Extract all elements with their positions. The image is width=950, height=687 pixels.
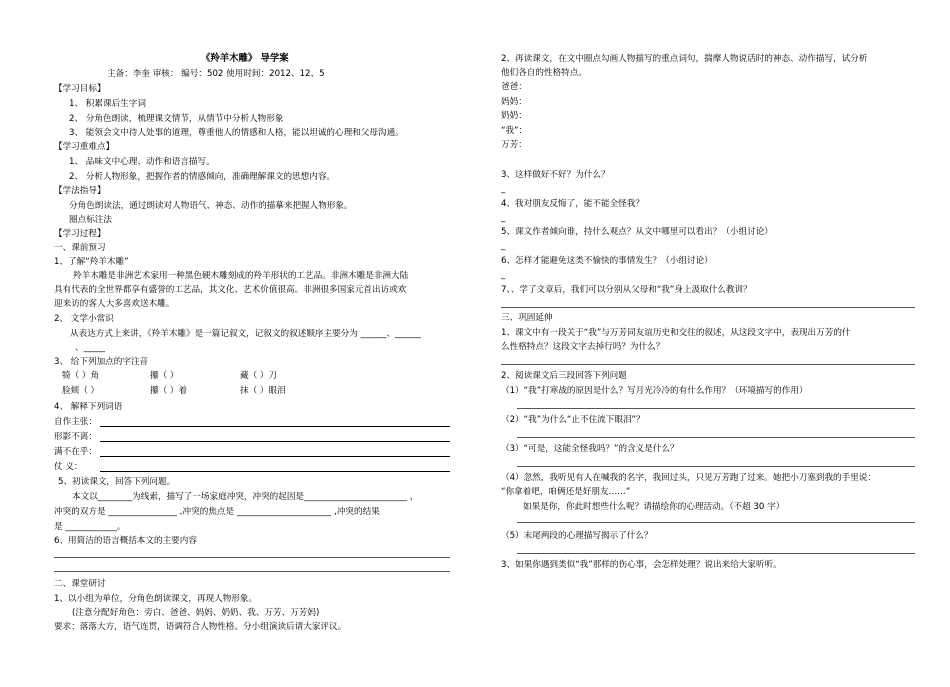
answer-line	[517, 522, 915, 523]
question: 1、课文中有一段关于“我”与万芳同友谊历史和交往的叙述，从这段文字中，表现出万芳的什	[501, 328, 851, 338]
answer-line	[517, 553, 915, 554]
note: 要求：落落大方，语气连贯，语调符合人物性格。分小组演读后请大家评议。	[54, 622, 347, 632]
question: 1、了解“羚羊木雕”	[54, 257, 129, 267]
sub-question: “你拿着吧，咱俩还是好朋友……”	[501, 487, 631, 497]
blank-mark: _	[501, 241, 506, 251]
answer-line	[501, 364, 915, 365]
pinyin-item: 藏（ ）刀	[240, 371, 278, 381]
character-label: 万芳：	[501, 140, 527, 150]
character-label: 妈妈：	[501, 97, 527, 107]
fill-blank-text: 是 ____________。	[54, 522, 126, 532]
pinyin-item: 攥（ ）	[150, 371, 179, 381]
answer-line	[54, 557, 450, 558]
sub-question: （4）忽然，我听见有人在喊我的名字，我回过头，只见万芳跑了过来。她把小刀塞到我的手里说：	[501, 473, 877, 483]
pinyin-item: 抹（ ）眼泪	[240, 386, 286, 396]
blank-mark: _	[501, 270, 506, 280]
answer-line	[100, 456, 450, 457]
pinyin-item: 犄（ ）角	[62, 371, 100, 381]
question: 3、如果你遇到类似“我”那样的伤心事，会怎样处理？说出来给大家听听。	[501, 560, 782, 570]
answer-line	[54, 571, 450, 572]
paragraph: 具有代表的全世界都享有盛誉的工艺品，其文化、艺术价值很高。非洲很多国家元首出访或欢	[54, 285, 407, 295]
question: 2、 文学小常识	[54, 314, 114, 324]
key-point-item: 2、 分析人物形象，把握作者的情感倾向，准确理解课文的思想内容。	[69, 172, 336, 182]
paragraph: 迎来访的客人大多喜欢送木雕。	[54, 299, 175, 309]
method-heading: 【学法指导】	[54, 186, 106, 196]
key-points-heading: 【学习重难点】	[54, 142, 115, 152]
question: 3、这样做好不好？为什么？	[501, 170, 610, 180]
sub-question: （2）“我”为什么“止不住流下眼泪”？	[501, 415, 645, 425]
goal-item: 1、 积累课后生字词	[69, 99, 146, 109]
sub-question: （1）“我”打寒战的原因是什么？写月光冷冷的有什么作用？（环境描写的作用）	[501, 386, 808, 396]
question: 他们各自的性格特点。	[501, 68, 587, 78]
sub-question: （3）“可是，这能全怪我吗？”的含义是什么？	[501, 444, 679, 454]
sub-question: 如果是你，你此时想些什么呢？请描绘你的心理活动。（不超 30 字）	[523, 502, 785, 512]
blank-mark: _	[501, 213, 506, 223]
goal-item: 3、 能领会文中待人处事的道理，尊重他人的情感和人格，能以坦诚的心理和父母沟通。	[69, 128, 404, 138]
note: (注意分配好角色：旁白、爸爸、妈妈、奶奶、我、万芳、万芳妈)	[72, 608, 320, 618]
fill-blank-text: 从表达方式上来讲，《羚羊木雕》是一篇记叙文，记叙文的叙述顺序主要分为 ______、______	[70, 329, 421, 339]
question: 5、初读课文，回答下列问题。	[58, 477, 176, 487]
question: 4、 解释下列词语	[54, 402, 123, 412]
question: 2、再读课文，在文中圈点勾画人物描写的重点词句，揣摩人物说话时的神态、动作描写，试分析	[501, 54, 868, 64]
question: 5、课文作者倾向谁，持什么观点？从文中哪里可以看出？（小组讨论）	[501, 227, 773, 237]
answer-line	[517, 466, 915, 467]
document-title: 《羚羊木雕》 导学案	[201, 53, 289, 64]
question: 么性格特点？这段文字去掉行吗？为什么？	[501, 342, 665, 352]
word-label: 满不在乎：	[54, 447, 97, 457]
paragraph: 羚羊木雕是非洲艺术家用一种黑色硬木雕刻成的羚羊形状的工艺品。非洲木雕是非洲大陆	[73, 271, 409, 281]
goal-item: 2、 分角色朗读，梳理课文情节，从情节中分析人物形象	[69, 114, 284, 124]
question: 6、怎样才能避免这类不愉快的事情发生？（小组讨论）	[501, 256, 713, 266]
question: 6、用简洁的语言概括本文的主要内容	[54, 536, 197, 546]
method-item: 圈点标注法	[69, 215, 112, 225]
question: 2、阅读课文后三段回答下列问题	[501, 371, 627, 381]
answer-line	[517, 437, 915, 438]
right-column	[475, 0, 950, 687]
word-label: 仗 义：	[54, 462, 83, 472]
answer-line	[100, 471, 450, 472]
author-info: 主备：李奎 审核： 编号：502 使用时间：2012、12、5	[107, 69, 325, 79]
answer-line	[100, 441, 450, 442]
sub-question: （5）末尾两段的心理描写揭示了什么？	[501, 531, 653, 541]
blank-mark: _	[501, 184, 506, 194]
character-label: “我”：	[501, 126, 528, 136]
word-label: 自作主张：	[54, 417, 97, 427]
fill-blank-text: 冲突的双方是 ________________ ,冲突的焦点是 ______________________ ,冲突的结果	[54, 507, 380, 517]
question: 7、、学了文章后，我们可以分别从父母和“我”身上汲取什么教训？	[501, 285, 752, 295]
section-heading: 二、课堂研讨	[54, 579, 106, 589]
fill-blank-text: 、_____	[75, 343, 106, 353]
answer-line	[517, 408, 915, 409]
pinyin-item: 攥（ ）着	[150, 386, 188, 396]
pinyin-item: 脸颊（ ）	[62, 386, 100, 396]
method-item: 分角色朗读法，通过朗读对人物语气、神态、动作的描摹来把握人物形象。	[69, 201, 353, 211]
key-point-item: 1、 品味文中心理、动作和语言描写。	[69, 157, 215, 167]
section-heading: 一、课前预习	[54, 243, 106, 253]
answer-line	[100, 426, 450, 427]
question: 4、我对朋友反悔了，能不能全怪我？	[501, 199, 644, 209]
process-heading: 【学习过程】	[54, 229, 106, 239]
question: 3、 给下列加点的字注音	[54, 357, 149, 367]
character-label: 爸爸：	[501, 82, 527, 92]
word-label: 形影不离：	[54, 432, 97, 442]
fill-blank-text: 本文以________为线索，描写了一场家庭冲突，冲突的起因是________________________ ，	[72, 492, 419, 502]
goals-heading: 【学习目标】	[54, 84, 106, 94]
character-label: 奶奶：	[501, 111, 527, 121]
section-heading: 三、巩固延伸	[501, 313, 553, 323]
answer-line	[501, 307, 915, 308]
question: 1、以小组为单位，分角色朗读课文，再现人物形象。	[54, 594, 258, 604]
